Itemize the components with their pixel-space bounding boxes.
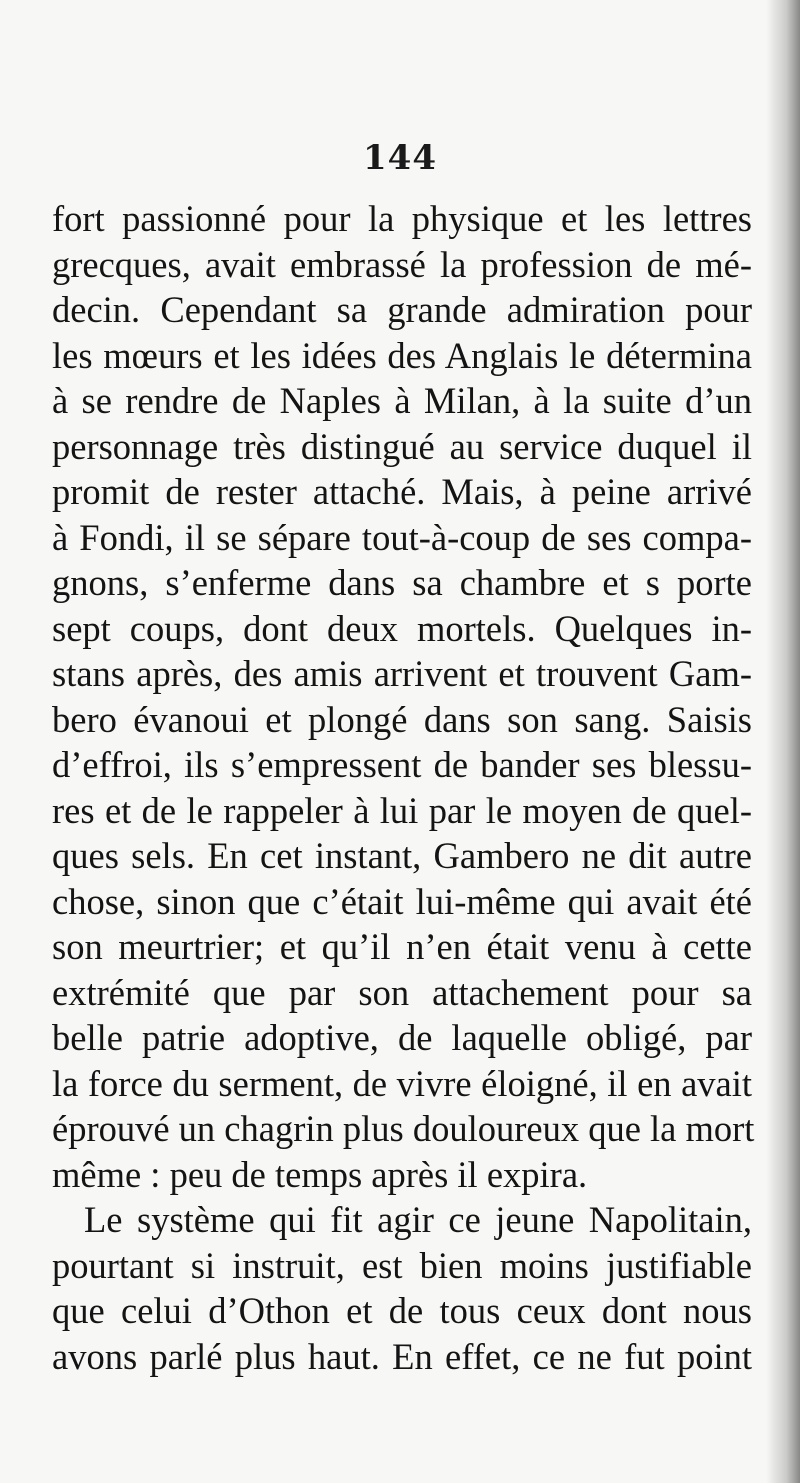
text-line: même : peu de temps après il expira. — [52, 1153, 588, 1195]
text-line: bero évanoui et plongé dans son sang. Saisis — [52, 698, 752, 740]
text-line: Le système qui fit agir ce jeune Napolitain, — [84, 1199, 752, 1240]
text-line: d’effroi, ils s’empressent de bander ses blessu- — [52, 744, 752, 785]
text-line: les mœurs et les idées des Anglais le détermina — [52, 334, 752, 376]
body-text — [52, 196, 755, 1379]
text-line: belle patrie adoptive, de laquelle obligé, par — [52, 1017, 752, 1058]
text-line: grecques, avait embrassé la profession de mé- — [52, 243, 752, 285]
page-number: 144 — [363, 138, 437, 178]
text-line: pourtant si instruit, est bien moins justifiable — [52, 1244, 752, 1286]
text-line: personnage très distingué au service duquel il — [52, 425, 752, 467]
paragraph-2 — [52, 1197, 752, 1379]
text-line: à Fondi, il se sépare tout-à-coup de ses compa- — [52, 516, 752, 558]
text-line: à se rendre de Naples à Milan, à la suite d’un — [52, 380, 752, 421]
page-edge-shadow — [766, 0, 800, 1483]
text-line: ques sels. En cet instant, Gambero ne dit autre — [52, 835, 752, 876]
text-line: promit de rester attaché. Mais, à peine arrivé — [52, 471, 752, 512]
text-line: gnons, s’enferme dans sa chambre et s porte — [52, 562, 752, 603]
text-line: fort passionné pour la physique et les lettres — [52, 198, 752, 239]
text-line: avons parlé plus haut. En effet, ce ne fut point — [52, 1335, 752, 1377]
paragraph-1 — [52, 196, 755, 1197]
text-line: son meurtrier; et qu’il n’en était venu à cette — [52, 926, 752, 967]
text-line: res et de le rappeler à lui par le moyen de quel- — [52, 789, 752, 831]
text-line: chose, sinon que c’était lui-même qui avait été — [52, 880, 752, 922]
text-line: sept coups, dont deux mortels. Quelques in- — [52, 607, 752, 649]
text-line: éprouvé un chagrin plus douloureux que la mort — [52, 1108, 755, 1149]
text-line: decin. Cependant sa grande admiration pour — [52, 289, 752, 330]
text-line: extrémité que par son attachement pour sa — [52, 971, 752, 1013]
text-line: la force du serment, de vivre éloigné, il en avait — [52, 1062, 752, 1104]
text-line: que celui d’Othon et de tous ceux dont nous — [52, 1290, 752, 1331]
text-line: stans après, des amis arrivent et trouvent Gam- — [52, 653, 752, 694]
